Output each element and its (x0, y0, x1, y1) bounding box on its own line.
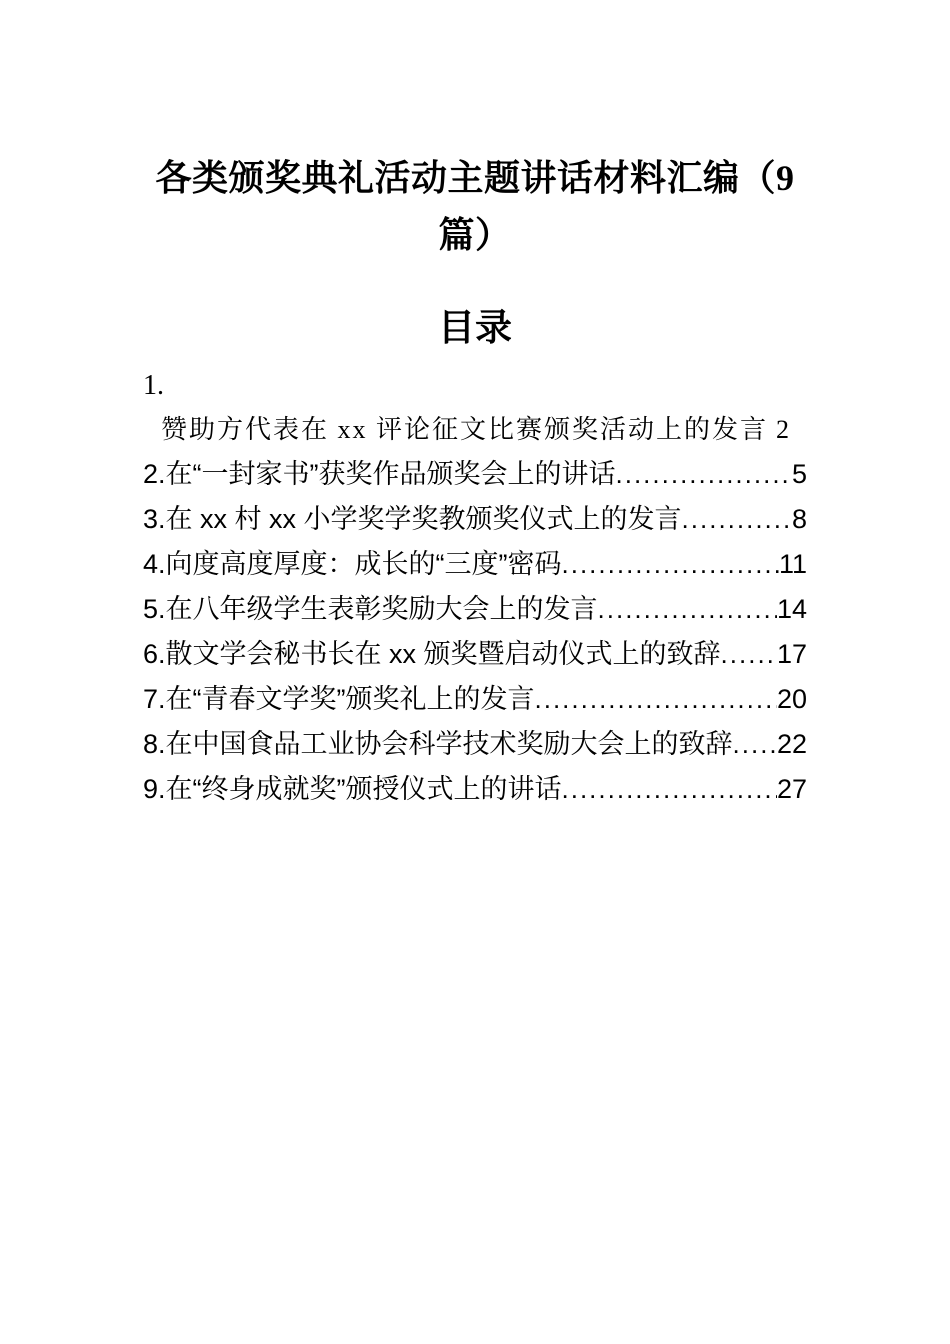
toc-entry-number: 8. (143, 729, 166, 759)
dot-leader (535, 677, 777, 722)
toc-entry[interactable] (143, 452, 807, 497)
toc-entry-number: 9. (143, 774, 166, 804)
toc-entry[interactable] (143, 722, 807, 767)
toc-entry[interactable] (143, 677, 807, 722)
toc-heading: 目录 (438, 308, 512, 349)
toc-entry-number: 1. (143, 370, 164, 401)
dot-leader (616, 452, 792, 497)
toc-entry-number: 6. (143, 639, 166, 669)
toc-entry[interactable] (143, 542, 807, 587)
dot-leader (562, 767, 777, 812)
toc-entry-page-number: 14 (776, 594, 807, 624)
toc-entry[interactable] (143, 587, 807, 632)
toc-entry[interactable] (143, 497, 807, 542)
dot-leader (562, 542, 779, 587)
toc-entry-number: 7. (143, 684, 166, 714)
toc-entry-number: 2. (143, 459, 166, 489)
toc-entry-title: 在 xx 村 xx 小学奖学奖教颁奖仪式上的发言 (165, 504, 682, 534)
toc-entry-first[interactable] (143, 364, 807, 452)
toc-entry-title: 在“青春文学奖”颁奖礼上的发言 (165, 684, 535, 714)
toc-entry-title: 向度高度厚度：成长的“三度”密码 (165, 549, 562, 579)
toc-entry-page-number: 5 (791, 459, 807, 489)
toc-entry[interactable] (143, 632, 807, 677)
toc-entry-page-number: 8 (791, 504, 807, 534)
toc-entry-page-number: 22 (776, 729, 807, 759)
toc-entry-page-number: 11 (778, 549, 807, 579)
toc-entry-title: 在中国食品工业协会科学技术奖励大会上的致辞 (165, 729, 733, 759)
toc-entry-page-number: 17 (776, 639, 807, 669)
toc-entry-page-number: 27 (776, 774, 807, 804)
document-title: 各类颁奖典礼活动主题讲话材料汇编（9篇） (155, 158, 795, 255)
toc-entry-title: 赞助方代表在 xx 评论征文比赛颁奖活动上的发言 (160, 415, 768, 444)
toc-entry-page-number: 2 (776, 415, 789, 444)
dot-leader (733, 722, 777, 767)
toc-entry-title: 在“终身成就奖”颁授仪式上的讲话 (165, 774, 562, 804)
toc-entry-number: 3. (143, 504, 166, 534)
table-of-contents (0, 364, 950, 812)
dot-leader (682, 497, 792, 542)
toc-entry-number: 5. (143, 594, 166, 624)
toc-entry[interactable] (143, 767, 807, 812)
dot-leader (721, 632, 777, 677)
dot-leader (598, 587, 777, 632)
toc-entry-page-number: 20 (776, 684, 807, 714)
toc-entry-number: 4. (143, 549, 166, 579)
toc-entry-title: 在八年级学生表彰奖励大会上的发言 (165, 594, 598, 624)
toc-entry-title: 在“一封家书”获奖作品颁奖会上的讲话 (165, 459, 616, 489)
toc-entry-title: 散文学会秘书长在 xx 颁奖暨启动仪式上的致辞 (165, 639, 721, 669)
toc-entry-title-row (143, 408, 807, 452)
